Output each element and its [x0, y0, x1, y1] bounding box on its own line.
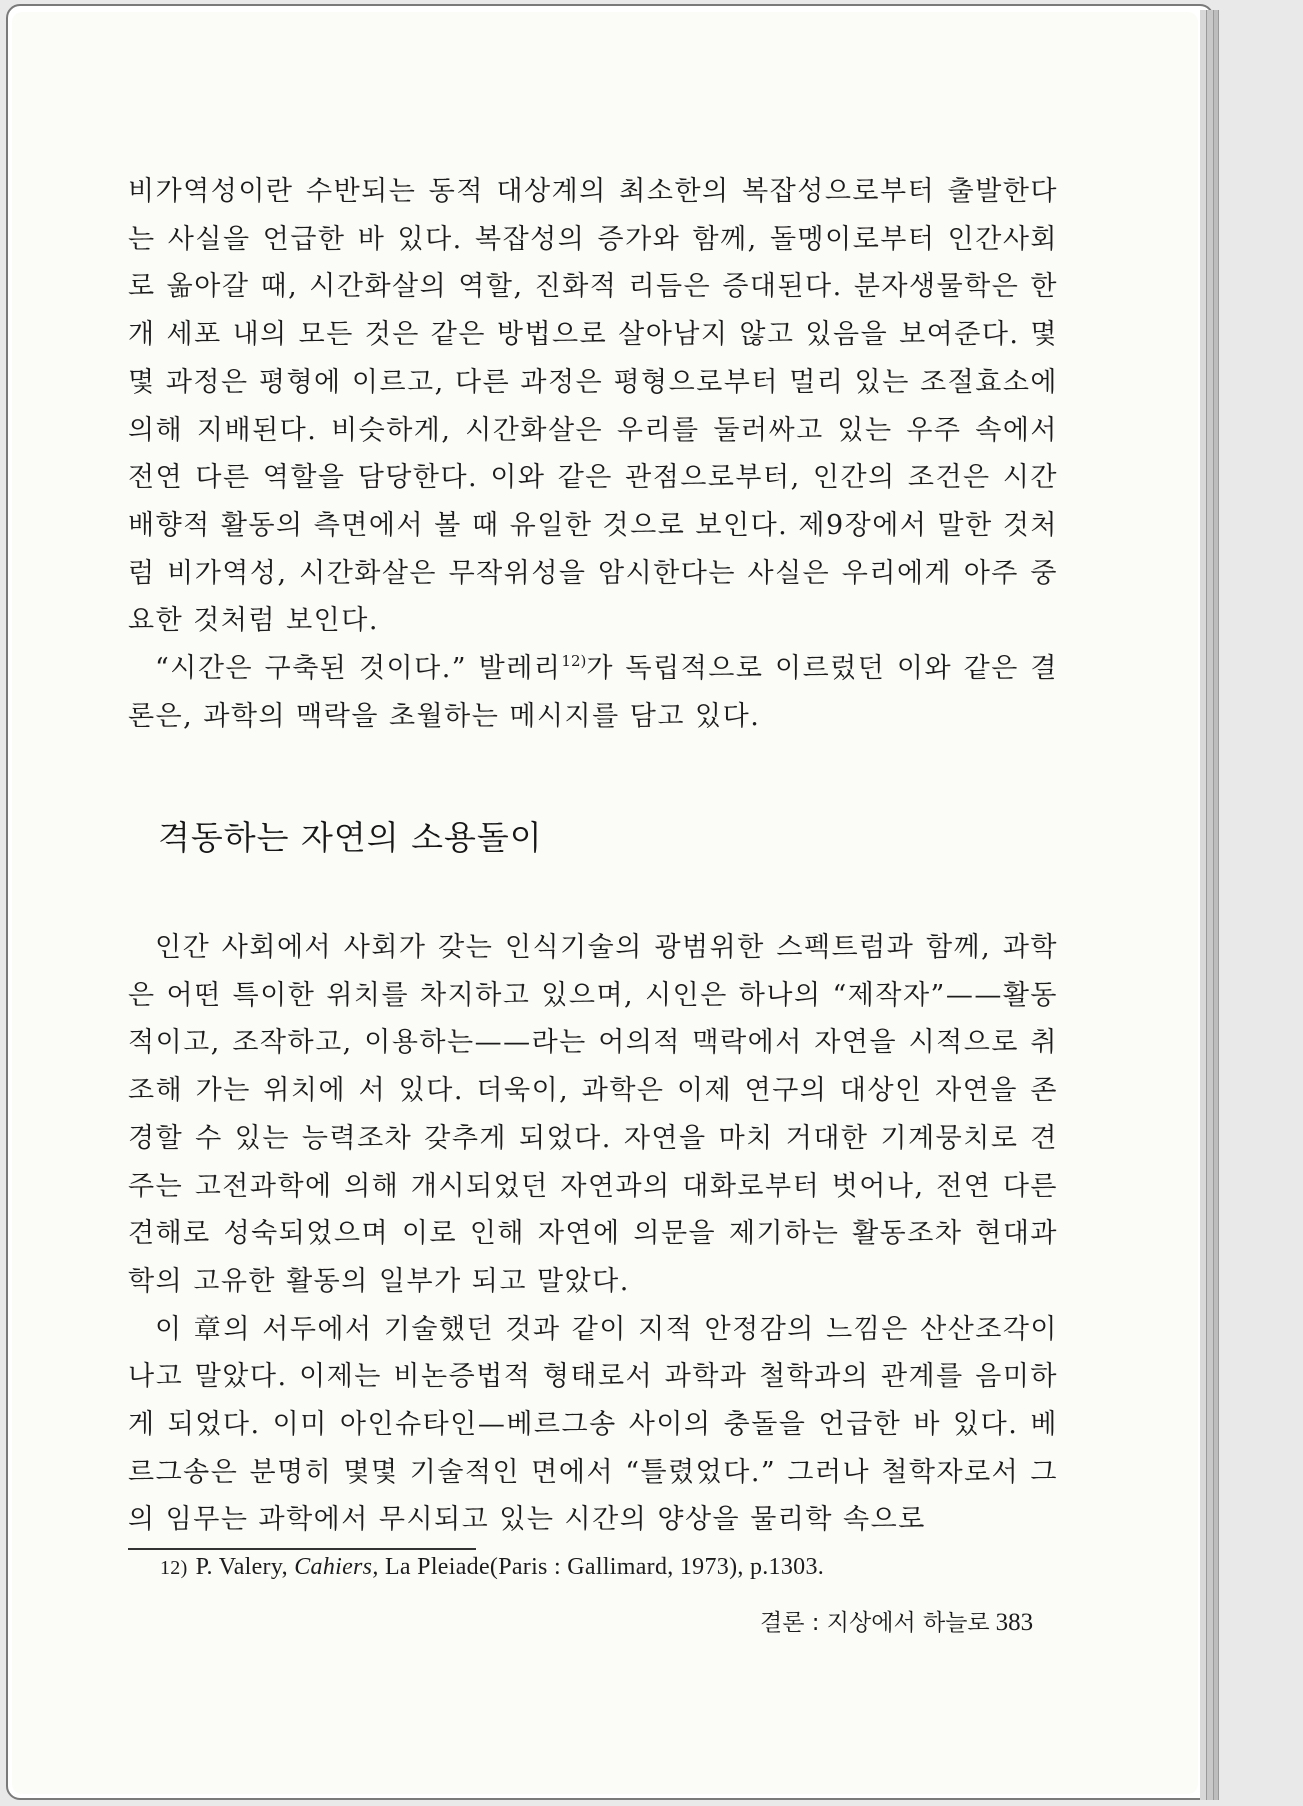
paragraph: 이 章의 서두에서 기술했던 것과 같이 지적 안정감의 느낌은 산산조각이 나고 말았다. 이제는 비논증법적 형태로서 과학과 철학과의 관계를 음미하게 되었다. 이미 아인슈타인—베르그송 사이의 충돌을 언급한 바 있다. 베르그송은 분명히 몇몇 기술적인 면에서 “틀렸었다.” 그러나 철학자로서 그의 임무는 과학에서 무시되고 있는 시간의 양상을 물리학 속으로 [128, 1313, 1058, 1536]
footnote-title: Cahiers, [294, 1554, 379, 1580]
text-block-upper [128, 168, 1058, 740]
text-block-lower [128, 924, 1058, 1544]
footnote-reference[interactable]: 12) [561, 652, 587, 671]
page-edge [1214, 10, 1219, 1800]
page-edge [1200, 10, 1207, 1800]
section-heading: 격동하는 자연의 소용돌이 [158, 818, 543, 857]
paragraph-text: “시간은 구축된 것이다.” 발레리 [155, 653, 562, 685]
book-page [12, 12, 1198, 1794]
footnote-divider [128, 1548, 476, 1550]
paragraph: 인간 사회에서 사회가 갖는 인식기술의 광범위한 스펙트럼과 함께, 과학은 어떤 특이한 위치를 차지하고 있으며, 시인은 하나의 “제작자”——활동적이고, 조작하고, 이용하는——라는 어의적 맥락에서 자연을 시적으로 취조해 가는 위치에 서 있다. 더욱이, 과학은 이제 연구의 대상인 자연을 존경할 수 있는 능력조차 갖추게 되었다. 자연을 마치 거대한 기계뭉치로 견주는 고전과학에 의해 개시되었던 자연과의 대화로부터 벗어나, 전연 다른 견해로 성숙되었으며 이로 인해 자연에 의문을 제기하는 활동조차 현대과학의 고유한 활동의 일부가 되고 말았다. [128, 932, 1058, 1297]
running-footer [760, 1604, 1033, 1637]
page-number: 383 [995, 1609, 1034, 1636]
footnote [160, 1554, 824, 1581]
paragraph-text: 가 독립적으로 이르렀던 이와 같은 결론은, 과학의 맥락을 초월하는 메시지를 담고 있다. [128, 653, 1058, 732]
footnote-author: P. Valery, [195, 1554, 288, 1580]
footnote-number: 12) [160, 1557, 188, 1579]
paragraph: 비가역성이란 수반되는 동적 대상계의 최소한의 복잡성으로부터 출발한다는 사실을 언급한 바 있다. 복잡성의 증가와 함께, 돌멩이로부터 인간사회로 옮아갈 때, 시간화살의 역할, 진화적 리듬은 증대된다. 분자생물학은 한 개 세포 내의 모든 것은 같은 방법으로 살아남지 않고 있음을 보여준다. 몇몇 과정은 평형에 이르고, 다른 과정은 평형으로부터 멀리 있는 조절효소에 의해 지배된다. 비슷하게, 시간화살은 우리를 둘러싸고 있는 우주 속에서 전연 다른 역할을 담당한다. 이와 같은 관점으로부터, 인간의 조건은 시간 배향적 활동의 측면에서 볼 때 유일한 것으로 보인다. 제9장에서 말한 것처럼 비가역성, 시간화살은 무작위성을 암시한다는 사실은 우리에게 아주 중요한 것처럼 보인다. [128, 176, 1058, 637]
footnote-details: La Pleiade(Paris : Gallimard, 1973), p.1303. [384, 1554, 825, 1580]
page-edge [1207, 10, 1214, 1800]
chapter-title: 결론 : 지상에서 하늘로 [760, 1610, 990, 1636]
paragraph [128, 645, 1058, 740]
